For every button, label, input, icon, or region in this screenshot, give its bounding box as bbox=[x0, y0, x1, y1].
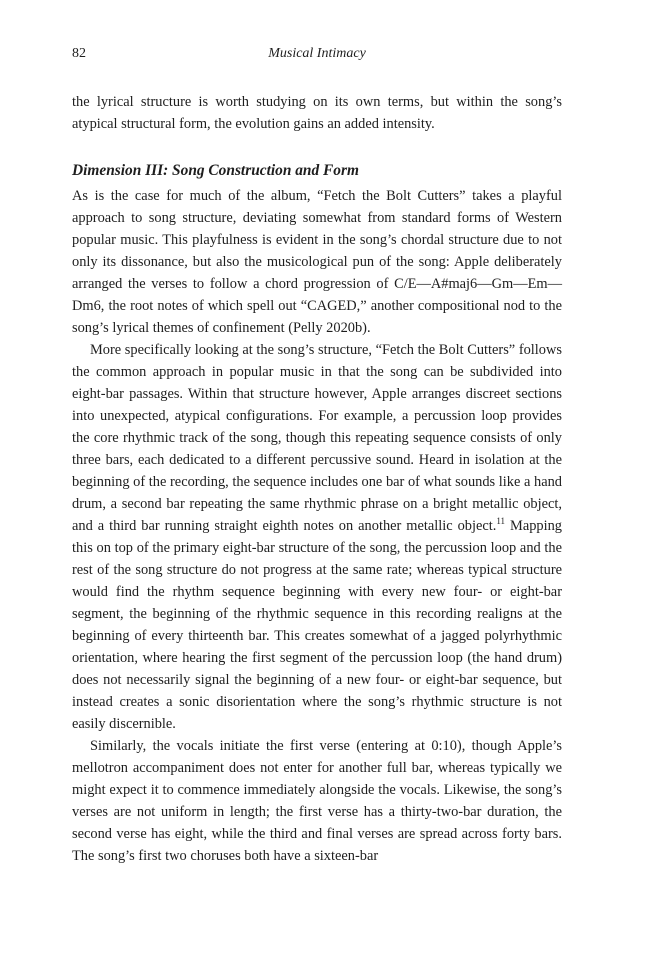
paragraph-1: As is the case for much of the album, “Fetch the Bolt Cutters” takes a playful approach to song structure, deviating somewhat from standard forms of Western popular music. This playfulness is evident in the song’s chordal structure due to not only its dissonance, but also the musicological pun of the song: Apple deliberately arranged the verses to follow a chord progression of C/E—A#maj6—Gm—Em—Dm6, the root notes of which spell out “CAGED,” another compositional nod to the song’s lyrical themes of confinement (Pelly 2020b). bbox=[72, 188, 562, 336]
paragraph-2-part-a: More specifically looking at the song’s structure, “Fetch the Bolt Cutters” follows the common approach in popular music in that the song can be subdivided into eight-bar passages. Within that structure however, Apple arranges discreet sections into unexpected, atypical configurations. For example, a percussion loop provides the core rhythmic track of the song, though this repeating sequence consists of only three bars, each dedicated to a different percussive sound. Heard in isolation at the beginning of the recording, the sequence includes one bar of what sounds like a hand drum, a second bar repeating the same rhythmic phrase on a bright metallic object, and a third bar running straight eighth notes on another metallic object. bbox=[72, 342, 562, 534]
paragraph-2 bbox=[72, 339, 562, 735]
running-head: Musical Intimacy bbox=[268, 46, 366, 61]
page-header bbox=[72, 46, 562, 66]
page-number: 82 bbox=[72, 46, 86, 61]
body-text bbox=[72, 91, 562, 867]
paragraph-3: Similarly, the vocals initiate the first verse (entering at 0:10), though Apple’s mellotron accompaniment does not enter for another full bar, whereas typically we might expect it to commence immediately alongside the vocals. Likewise, the song’s verses are not uniform in length; the first verse has a thirty-two-bar duration, the second verse has eight, while the third and final verses are spread across forty bars. The song’s first two choruses both have a sixteen-bar bbox=[72, 738, 562, 864]
paragraph-2-part-b: Mapping this on top of the primary eight-bar structure of the song, the percussion loop and the rest of the song structure do not progress at the same rate; whereas typical structure would find the rhythm sequence beginning with every new four- or eight-bar segment, the beginning of the rhythmic sequence in this recording realigns at the beginning of every thirteenth bar. This creates somewhat of a jagged polyrhythmic orientation, where hearing the first segment of the percussion loop (the hand drum) does not necessarily signal the beginning of a new four- or eight-bar sequence, but instead creates a sonic disorientation where the song’s rhythmic structure is not easily discernible. bbox=[72, 518, 562, 732]
footnote-reference[interactable]: 11 bbox=[496, 516, 506, 527]
section-heading: Dimension III: Song Construction and Form bbox=[72, 162, 359, 179]
continuation-paragraph: the lyrical structure is worth studying on its own terms, but within the song’s atypical structural form, the evolution gains an added intensity. bbox=[72, 94, 562, 132]
